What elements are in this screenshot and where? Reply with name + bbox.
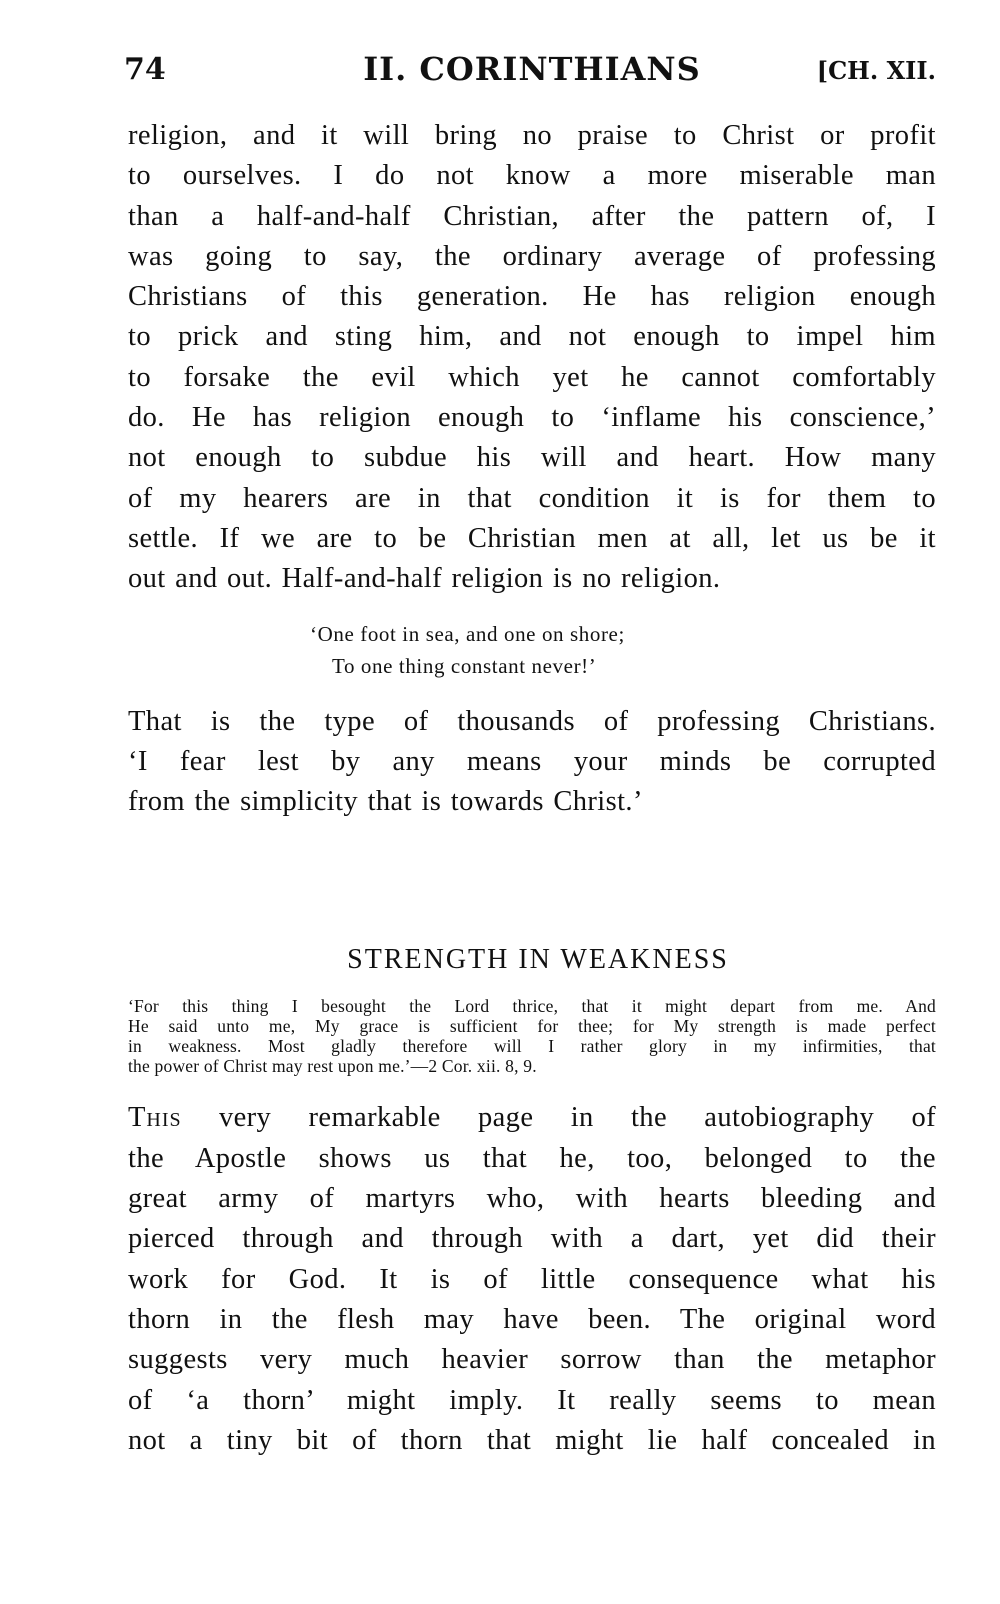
first-line-text: very remarkable page in the autobiography of xyxy=(181,1102,936,1134)
lead-word: This xyxy=(128,1102,182,1134)
paragraph-line: pierced through and through with a dart, yet did their xyxy=(128,1223,936,1255)
paragraph-line: to prick and sting him, and not enough to impel him xyxy=(128,321,936,353)
epigraph-line: in weakness. Most gladly therefore will I rather glory in my infirmities, that xyxy=(128,1036,936,1057)
paragraph-line: of ‘a thorn’ might imply. It really seems to mean xyxy=(128,1384,936,1416)
verse-quotation xyxy=(310,618,936,682)
paragraph-line: settle. If we are to be Christian men at all, let us be it xyxy=(128,522,936,554)
paragraph-line: ‘I fear lest by any means your minds be corrupted xyxy=(128,745,936,777)
epigraph-line: ‘For this thing I besought the Lord thrice, that it might depart from me. And xyxy=(128,996,936,1017)
paragraph-line: not a tiny bit of thorn that might lie half concealed in xyxy=(128,1424,936,1456)
paragraph-line xyxy=(128,1098,936,1138)
paragraph-line: work for God. It is of little consequence what his xyxy=(128,1263,936,1295)
paragraph-line: of my hearers are in that condition it is for them to xyxy=(128,482,936,514)
paragraph-2 xyxy=(128,702,936,823)
paragraph-line: great army of martyrs who, with hearts bleeding and xyxy=(128,1183,936,1215)
paragraph-line: thorn in the flesh may have been. The original word xyxy=(128,1303,936,1335)
paragraph-line: the Apostle shows us that he, too, belonged to the xyxy=(128,1142,936,1174)
paragraph-line: to ourselves. I do not know a more miserable man xyxy=(128,160,936,192)
running-head xyxy=(124,46,936,94)
paragraph-line: religion, and it will bring no praise to Christ or profit xyxy=(128,120,936,151)
paragraph-1 xyxy=(128,116,936,600)
page-number: 74 xyxy=(124,52,166,87)
paragraph-line: Christians of this generation. He has religion enough xyxy=(128,281,936,313)
verse-line: ‘One foot in sea, and one on shore; xyxy=(310,621,625,646)
paragraph-line: That is the type of thousands of professing Christians. xyxy=(128,705,936,737)
book-page xyxy=(124,46,936,1461)
verse-line: To one thing constant never!’ xyxy=(332,653,597,678)
epigraph-line: He said unto me, My grace is sufficient for thee; for My strength is made perfect xyxy=(128,1016,936,1037)
paragraph-line: to forsake the evil which yet he cannot comfortably xyxy=(128,361,936,393)
section-heading: STRENGTH IN WEAKNESS xyxy=(347,944,729,976)
paragraph-line: not enough to subdue his will and heart. How many xyxy=(128,442,936,474)
paragraph-line: was going to say, the ordinary average of professing xyxy=(128,240,936,272)
paragraph-3 xyxy=(128,1098,936,1461)
paragraph-line: do. He has religion enough to ‘inflame his conscience,’ xyxy=(128,402,936,434)
paragraph-line: out and out. Half-and-half religion is no religion. xyxy=(128,563,721,595)
paragraph-line: than a half-and-half Christian, after the pattern of, I xyxy=(128,200,936,232)
book-title: II. CORINTHIANS xyxy=(363,50,701,88)
paragraph-line: from the simplicity that is towards Christ.’ xyxy=(128,786,643,818)
paragraph-line: suggests very much heavier sorrow than the metaphor xyxy=(128,1344,936,1376)
epigraph-line: the power of Christ may rest upon me.’—2 Cor. xii. 8, 9. xyxy=(128,1056,537,1077)
chapter-marker: [CH. XII. xyxy=(816,56,936,85)
epigraph xyxy=(128,996,936,1076)
